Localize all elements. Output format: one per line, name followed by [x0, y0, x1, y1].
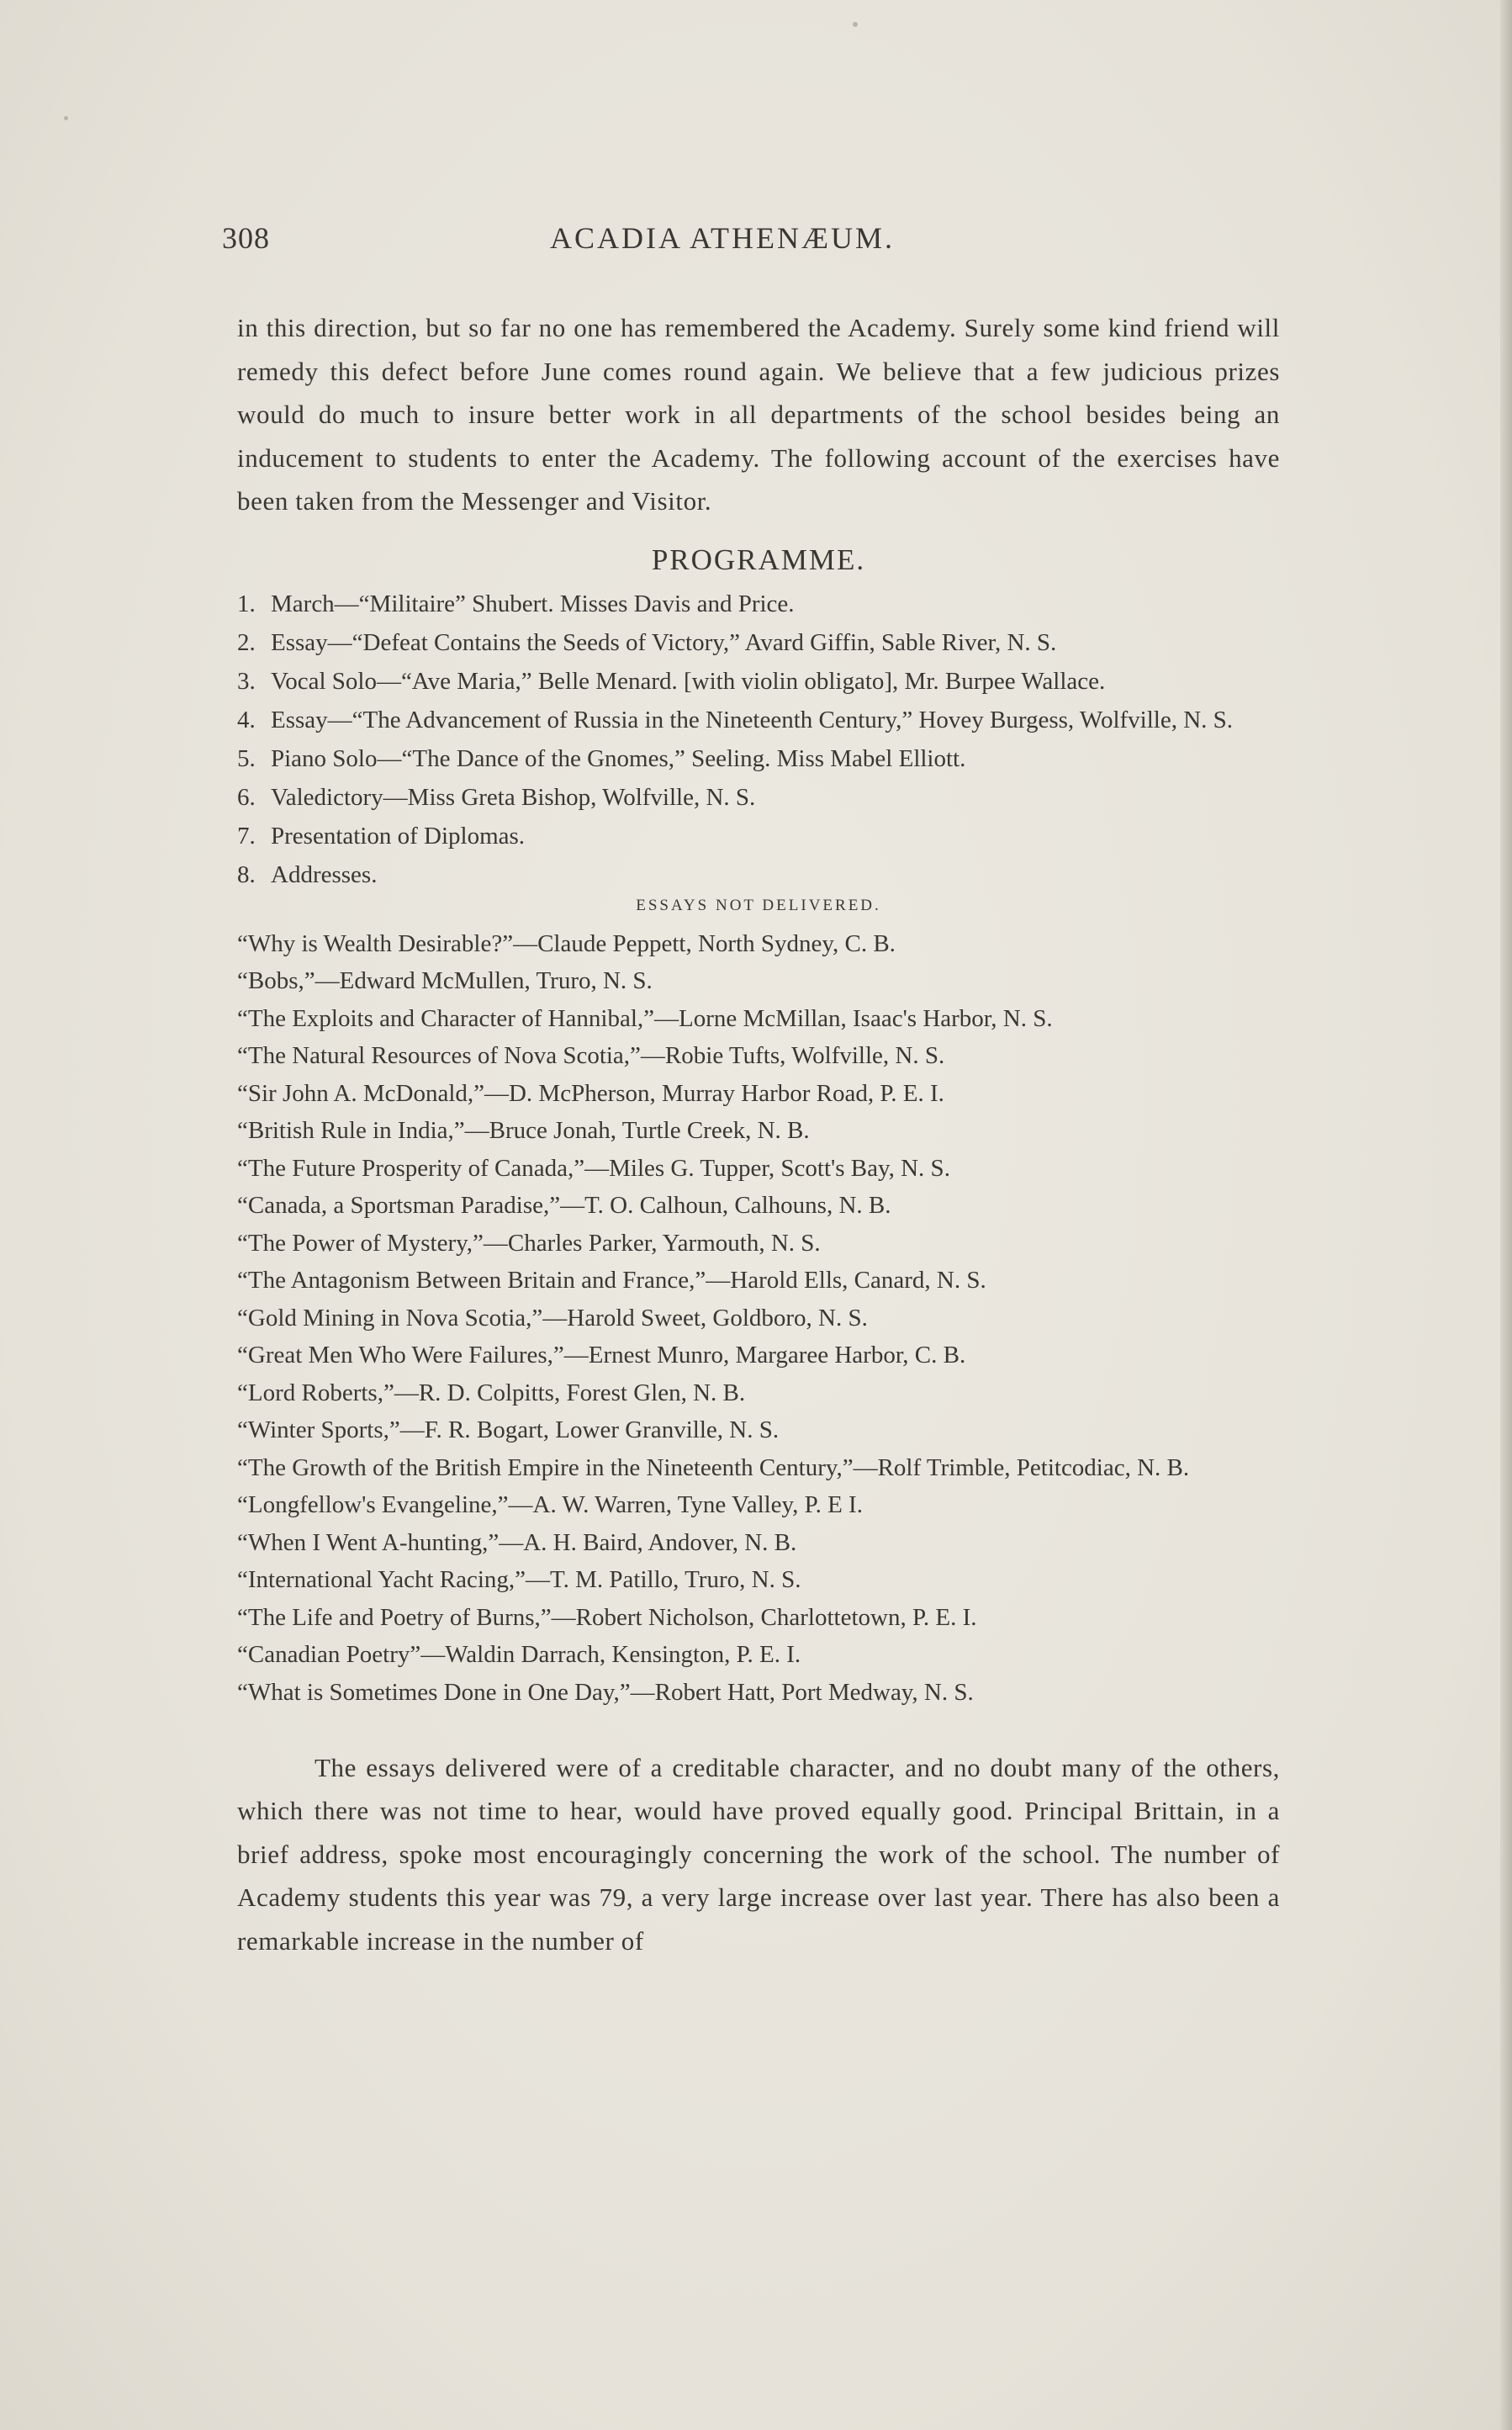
essay-entry: “Canada, a Sportsman Paradise,”—T. O. Calhoun, Calhouns, N. B. [237, 1192, 891, 1219]
programme-item [237, 626, 1280, 659]
essay-entry: “When I Went A-hunting,”—A. H. Baird, Andover, N. B. [237, 1528, 797, 1556]
programme-item [237, 819, 1280, 853]
programme-item-number: 6. [237, 783, 256, 811]
essay-entry: “The Exploits and Character of Hannibal,”—Lorne McMillan, Isaac's Harbor, N. S. [237, 1004, 1053, 1032]
essay-entry: “Sir John A. McDonald,”—D. McPherson, Murray Harbor Road, P. E. I. [237, 1079, 944, 1107]
essay-entry: “The Future Prosperity of Canada,”—Miles G. Tupper, Scott's Bay, N. S. [237, 1154, 950, 1182]
essay-entry: “Gold Mining in Nova Scotia,”—Harold Sweet, Goldboro, N. S. [237, 1304, 868, 1331]
running-title: ACADIA ATHENÆUM. [550, 221, 896, 255]
text-column [237, 306, 1280, 1962]
closing-paragraph: The essays delivered were of a creditable character, and no doubt many of the others, which there was not time to hear, would have proved equally good. Principal Brittain, in a brief address, spoke most encouragingly concerning the work of the school. The number of Academy students this year was 79, a very large increase over last year. There has also been a remarkable increase in the number of [237, 1752, 1280, 1956]
essay-entry: “Great Men Who Were Failures,”—Ernest Munro, Margaree Harbor, C. B. [237, 1342, 966, 1369]
essay-entry: “The Natural Resources of Nova Scotia,”—Robie Tufts, Wolfville, N. S. [237, 1042, 945, 1069]
essay-entry: “Lord Roberts,”—R. D. Colpitts, Forest Glen, N. B. [237, 1379, 746, 1406]
essay-entry: “The Power of Mystery,”—Charles Parker, Yarmouth, N. S. [237, 1229, 821, 1257]
essay-entry: “International Yacht Racing,”—T. M. Patillo, Truro, N. S. [237, 1566, 801, 1593]
paper-speck [64, 116, 68, 120]
page-header [222, 220, 1290, 262]
essay-entry: “Bobs,”—Edward McMullen, Truro, N. S. [237, 967, 653, 994]
programme-list [237, 587, 1280, 892]
page-edge-shadow [1500, 0, 1512, 2430]
essay-entry: “Longfellow's Evangeline,”—A. W. Warren, Tyne Valley, P. E I. [237, 1491, 863, 1518]
programme-item-text: Essay—“Defeat Contains the Seeds of Victory,” Avard Giffin, Sable River, N. S. [271, 628, 1057, 656]
essay-entry: “Canadian Poetry”—Waldin Darrach, Kensington, P. E. I. [237, 1641, 801, 1668]
programme-item [237, 858, 1280, 892]
programme-item [237, 781, 1280, 814]
essay-entry: “What is Sometimes Done in One Day,”—Robert Hatt, Port Medway, N. S. [237, 1678, 974, 1706]
programme-item-text: Essay—“The Advancement of Russia in the Nineteenth Century,” Hovey Burgess, Wolfville, N. S. [271, 706, 1234, 733]
essays-list [237, 927, 1280, 1709]
programme-item-number: 3. [237, 667, 256, 695]
programme-item-number: 4. [237, 706, 256, 733]
intro-paragraph: in this direction, but so far no one has remembered the Academy. Surely some kind friend will remedy this defect before June comes round again. We believe that a few judicious prizes would do much to insure better work in all departments of the school besides being an inducement to students to enter the Academy. The following account of the exercises have been taken from the Messenger and Visitor. [237, 313, 1280, 516]
programme-item-number: 7. [237, 822, 256, 850]
paper-speck [853, 22, 858, 27]
programme-item-number: 8. [237, 860, 256, 888]
programme-item-number: 5. [237, 744, 256, 772]
programme-item-text: Valedictory—Miss Greta Bishop, Wolfville, N. S. [271, 783, 756, 811]
programme-item-text: Piano Solo—“The Dance of the Gnomes,” Seeling. Miss Mabel Elliott. [271, 744, 966, 772]
essay-entry: “The Antagonism Between Britain and France,”—Harold Ells, Canard, N. S. [237, 1267, 986, 1294]
programme-item-text: Addresses. [271, 860, 378, 888]
programme-item [237, 587, 1280, 621]
programme-item-number: 1. [237, 590, 256, 617]
programme-item-text: Vocal Solo—“Ave Maria,” Belle Menard. [with violin obligato], Mr. Burpee Wallace. [271, 667, 1106, 695]
programme-item-text: March—“Militaire” Shubert. Misses Davis and Price. [271, 590, 795, 617]
programme-item [237, 664, 1280, 698]
programme-heading: PROGRAMME. [651, 543, 866, 576]
programme-item [237, 703, 1280, 737]
essay-entry: “British Rule in India,”—Bruce Jonah, Turtle Creek, N. B. [237, 1117, 810, 1144]
programme-item [237, 742, 1280, 776]
essay-entry: “The Growth of the British Empire in the Nineteenth Century,”—Rolf Trimble, Petitcodiac, N. B. [237, 1453, 1190, 1481]
essay-entry: “Why is Wealth Desirable?”—Claude Peppett, North Sydney, C. B. [237, 929, 896, 957]
essays-not-delivered-heading: ESSAYS NOT DELIVERED. [636, 896, 881, 914]
essay-entry: “Winter Sports,”—F. R. Bogart, Lower Granville, N. S. [237, 1416, 780, 1443]
programme-item-number: 2. [237, 628, 256, 656]
page-number: 308 [222, 221, 270, 255]
programme-item-text: Presentation of Diplomas. [271, 822, 526, 850]
essay-entry: “The Life and Poetry of Burns,”—Robert Nicholson, Charlottetown, P. E. I. [237, 1603, 977, 1631]
